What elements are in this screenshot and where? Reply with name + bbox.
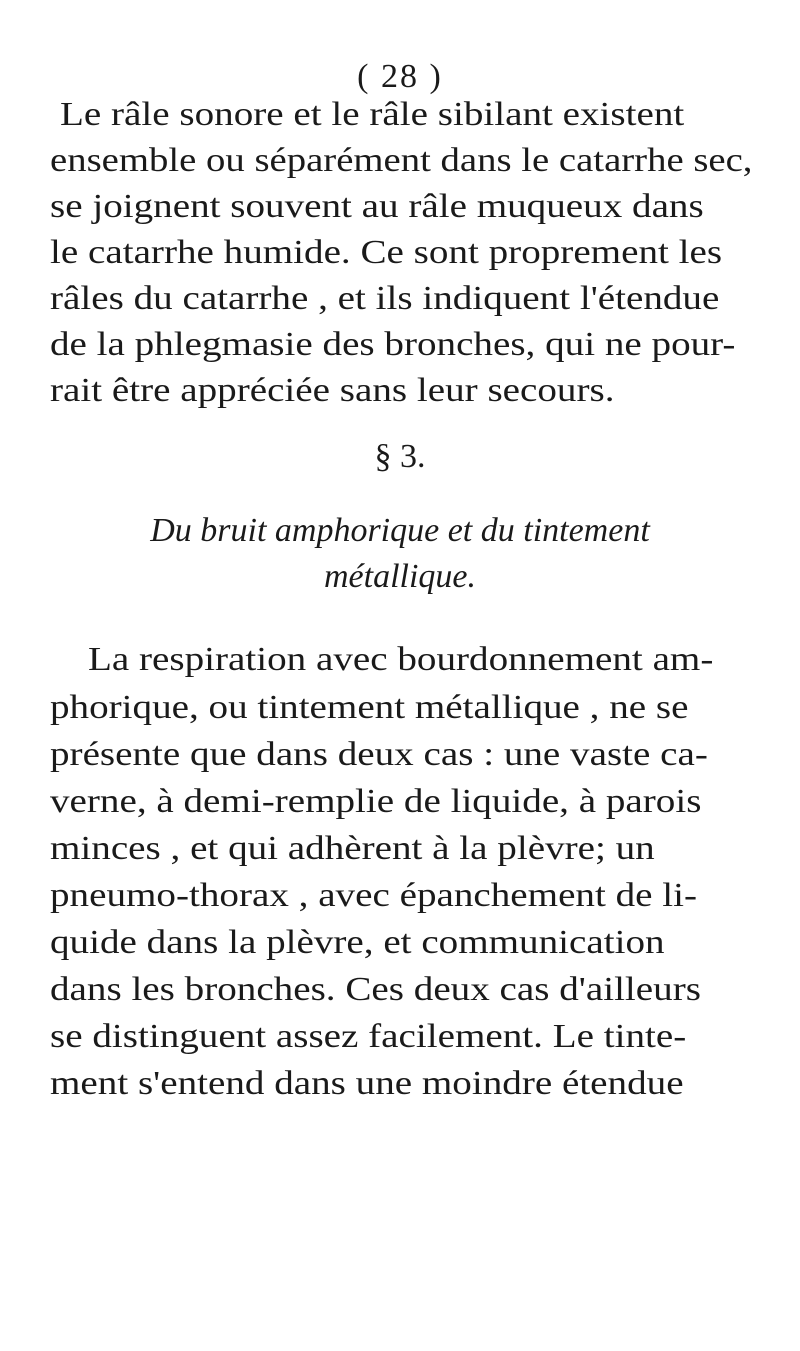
text-line: se joignent souvent au râle muqueux dans [50,188,704,225]
section-title-line: métallique. [323,558,477,595]
text-line: ment s'entend dans une moindre étendue [50,1065,684,1102]
text-line: de la phlegmasie des bronches, qui ne pour- [50,326,736,363]
text-line: râles du catarrhe , et ils indiquent l'étendue [50,280,720,317]
text-line: quide dans la plèvre, et communication [50,924,665,961]
text-line: présente que dans deux cas : une vaste ca- [50,736,708,773]
text-line: phorique, ou tintement métallique , ne se [50,689,689,726]
text-line: minces , et qui adhèrent à la plèvre; un [50,830,655,867]
text-line: La respiration avec bourdonnement am- [88,641,714,678]
text-line: rait être appréciée sans leur secours. [50,372,615,409]
text-line: verne, à demi-remplie de liquide, à parois [50,783,702,820]
text-line: Le râle sonore et le râle sibilant existent [60,96,685,133]
section-title-line: Du bruit amphorique et du tintement [150,512,650,549]
text-line: ensemble ou séparément dans le catarrhe sec, [50,142,753,179]
page-number: ( 28 ) [357,58,443,95]
text-line: dans les bronches. Ces deux cas d'ailleurs [50,971,701,1008]
section-number: § 3. [374,438,426,475]
text-line: le catarrhe humide. Ce sont proprement les [50,234,723,271]
text-line: se distinguent assez facilement. Le tinte- [50,1018,687,1055]
text-line: pneumo-thorax , avec épanchement de li- [50,877,698,914]
